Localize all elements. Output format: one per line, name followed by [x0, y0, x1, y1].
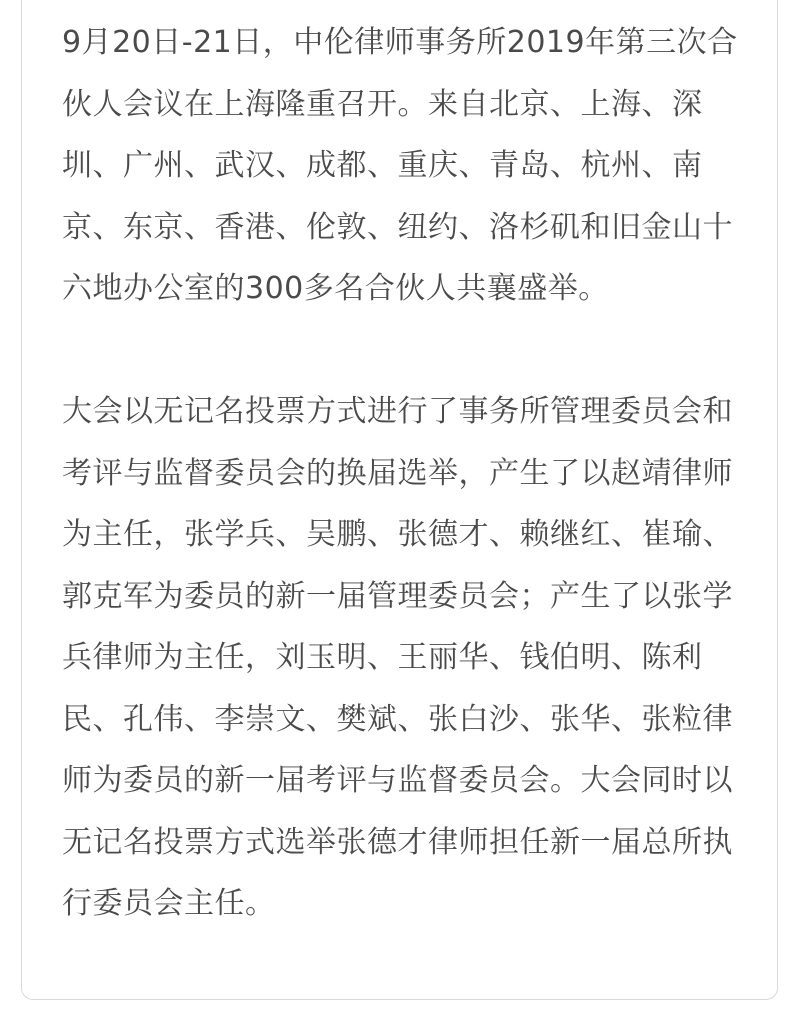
article-paragraph-2: 大会以无记名投票方式进行了事务所管理委员会和考评与监督委员会的换届选举，产生了以赵靖律师为主任，张学兵、吴鹏、张德才、赖继红、崔瑜、郭克军为委员的新一届管理委员会；产生了以张学兵律师为主任，刘玉明、王丽华、钱伯明、陈利民、孔伟、李崇文、樊斌、张白沙、张华、张粒律师为委员的新一届考评与监督委员会。大会同时以无记名投票方式选举张德才律师担任新一届总所执行委员会主任。 [62, 394, 733, 921]
article-body [62, 12, 742, 935]
article-paragraph-1: 9月20日-21日，中伦律师事务所2019年第三次合伙人会议在上海隆重召开。来自北京、上海、深圳、广州、武汉、成都、重庆、青岛、杭州、南京、东京、香港、伦敦、纽约、洛杉矶和旧金山十六地办公室的300多名合伙人共襄盛举。 [62, 25, 738, 306]
